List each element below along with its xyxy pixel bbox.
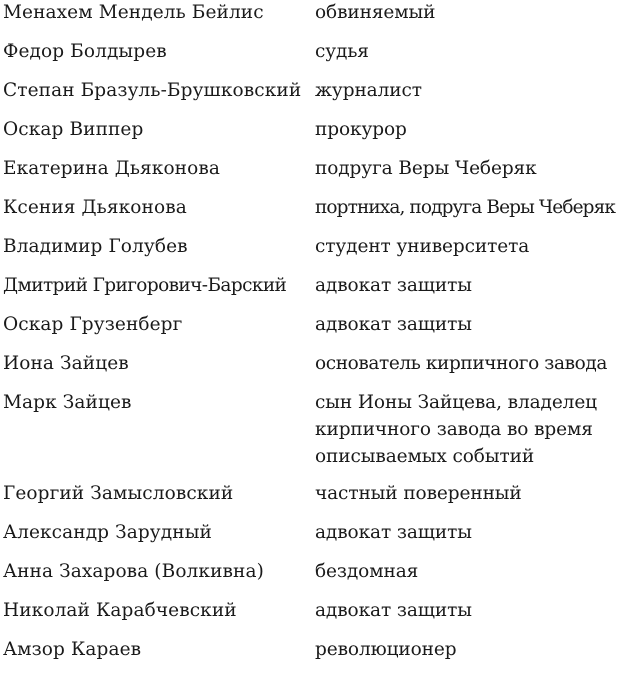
- role-line: сын Ионы Зайцева, владелец: [315, 392, 597, 413]
- person-role: судья: [315, 41, 369, 62]
- cast-row: [0, 155, 623, 182]
- person-name: Дмитрий Григорович-Барский: [3, 275, 287, 296]
- person-role: адвокат защиты: [315, 600, 472, 621]
- person-role: адвокат защиты: [315, 522, 472, 543]
- role-line: описываемых событий: [315, 446, 535, 467]
- person-role: журналист: [315, 80, 422, 101]
- cast-row: [0, 350, 623, 377]
- role-line: кирпичного завода во время: [315, 419, 593, 440]
- cast-row: [0, 233, 623, 260]
- cast-row: [0, 597, 623, 624]
- cast-row: [0, 519, 623, 546]
- person-role: прокурор: [315, 119, 407, 140]
- cast-row: [0, 389, 623, 470]
- person-name: Анна Захарова (Волкивна): [3, 561, 264, 582]
- person-name: Александр Зарудный: [3, 522, 212, 543]
- person-role: адвокат защиты: [315, 314, 472, 335]
- person-name: Екатерина Дьяконова: [3, 158, 220, 179]
- person-name: Оскар Грузенберг: [3, 314, 183, 335]
- cast-row: [0, 272, 623, 299]
- person-role: обвиняемый: [315, 2, 436, 23]
- cast-row: [0, 77, 623, 104]
- cast-row: [0, 38, 623, 65]
- person-name: Федор Болдырев: [3, 41, 167, 62]
- cast-row: [0, 194, 623, 221]
- person-role: адвокат защиты: [315, 275, 472, 296]
- cast-row: [0, 0, 623, 26]
- person-role: портниха, подруга Веры Чеберяк: [315, 197, 616, 218]
- person-role: [312, 389, 623, 470]
- person-name: Николай Карабчевский: [3, 600, 237, 621]
- person-role: революционер: [315, 639, 457, 660]
- person-name: Владимир Голубев: [3, 236, 188, 257]
- person-role: частный поверенный: [315, 483, 522, 504]
- person-role: основатель кирпичного завода: [315, 353, 607, 374]
- cast-row: [0, 116, 623, 143]
- person-name: Оскар Виппер: [3, 119, 144, 140]
- person-name: Амзор Караев: [3, 639, 142, 660]
- cast-row: [0, 558, 623, 585]
- person-name: Менахем Мендель Бейлис: [3, 2, 264, 23]
- person-name: Ксения Дьяконова: [3, 197, 187, 218]
- person-name: Иона Зайцев: [3, 353, 129, 374]
- person-role: студент университета: [315, 236, 530, 257]
- cast-row: [0, 480, 623, 507]
- person-name: Георгий Замысловский: [3, 483, 234, 504]
- person-name: Степан Бразуль-Брушковский: [3, 80, 302, 101]
- person-role: подруга Веры Чеберяк: [315, 158, 537, 179]
- person-role: бездомная: [315, 561, 419, 582]
- person-name: Марк Зайцев: [3, 392, 132, 413]
- cast-row: [0, 311, 623, 338]
- cast-row: [0, 636, 623, 663]
